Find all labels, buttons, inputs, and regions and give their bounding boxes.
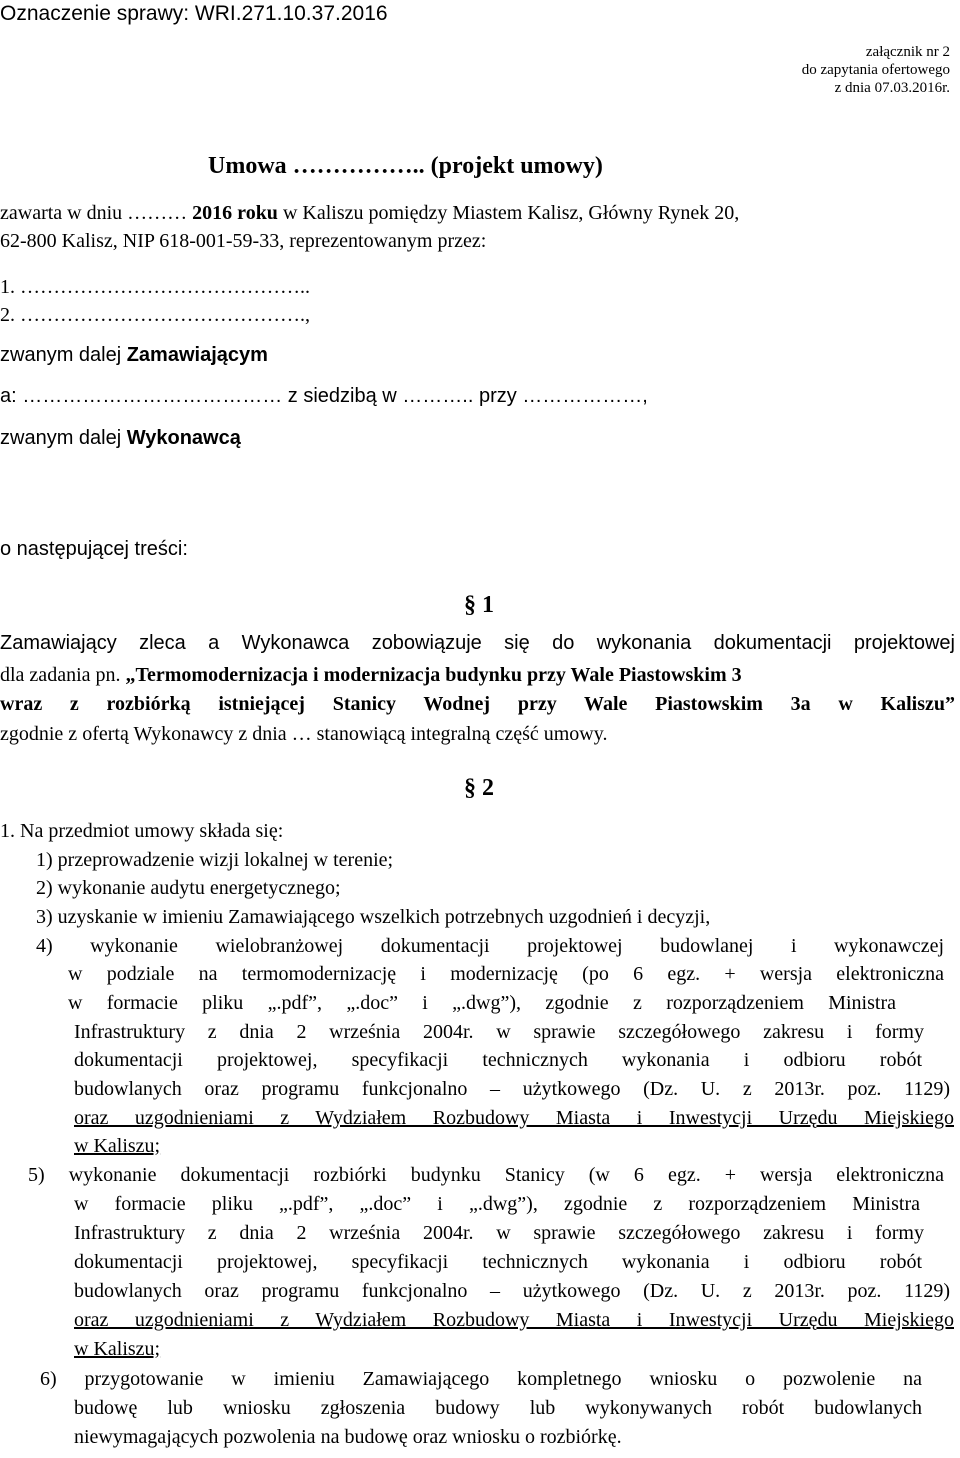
- employer-prefix: zwanym dalej: [0, 344, 127, 366]
- content-intro: o następującej treści:: [0, 538, 188, 560]
- section-1-line-2: [0, 664, 742, 687]
- employer-name: Zamawiającym: [126, 344, 268, 366]
- task-prefix: dla zadania pn.: [0, 664, 126, 686]
- item-5-line-7: w Kaliszu;: [74, 1338, 161, 1360]
- item-4-line-5: dokumentacji projektowej, specyfikacji technicznych wykonania i odbioru robót: [74, 1049, 922, 1071]
- item-5-line-2: w formacie pliku „.pdf”, „.doc” i „.dwg”), zgodnie z rozporządzeniem Ministra: [74, 1193, 920, 1215]
- item-4-line-6: budowlanych oraz programu funkcjonalno – użytkowego (Dz. U. z 2013r. poz. 1129): [74, 1078, 950, 1100]
- section-2-heading: § 2: [464, 775, 494, 801]
- item-2: 2) wykonanie audytu energetycznego;: [36, 877, 341, 899]
- annex-line-3: z dnia 07.03.2016r.: [834, 80, 950, 96]
- item-5-line-3: Infrastruktury z dnia 2 września 2004r. w sprawie szczegółowego zakresu i formy: [74, 1222, 924, 1244]
- item-4-line-4: Infrastruktury z dnia 2 września 2004r. w sprawie szczegółowego zakresu i formy: [74, 1021, 924, 1043]
- item-4-line-8: w Kaliszu;: [74, 1135, 161, 1157]
- section-1-heading: § 1: [464, 592, 494, 618]
- intro-date-text: zawarta w dniu ………: [0, 202, 193, 224]
- item-5-line-1: 5) wykonanie dokumentacji rozbiórki budynku Stanicy (w 6 egz. + wersja elektroniczna: [28, 1164, 944, 1186]
- item-4-line-2: w podziale na termomodernizację i modernizację (po 6 egz. + wersja elektroniczna: [68, 963, 944, 985]
- task-name-part-2: wraz z rozbiórką istniejącej Stanicy Wodnej przy Wale Piastowskim 3a w Kaliszu”: [0, 693, 955, 715]
- document-title: Umowa …………….. (projekt umowy): [208, 153, 603, 179]
- intro-line-1: [0, 202, 739, 225]
- contractor-line: a: ………………………………… z siedzibą w ……….. przy ………………,: [0, 385, 648, 407]
- item-6-line-2: budowę lub wniosku zgłoszenia budowy lub wykonywanych robót budowlanych: [74, 1397, 922, 1419]
- intro-parties-text: w Kaliszu pomiędzy Miastem Kalisz, Główny Rynek 20,: [277, 202, 740, 224]
- section-1-line-1: Zamawiający zleca a Wykonawca zobowiązuje się do wykonania dokumentacji projektowej: [0, 632, 955, 654]
- section-2-point-1: 1. Na przedmiot umowy składa się:: [0, 820, 284, 842]
- item-1: 1) przeprowadzenie wizji lokalnej w terenie;: [36, 849, 394, 871]
- item-5-line-5: budowlanych oraz programu funkcjonalno – użytkowego (Dz. U. z 2013r. poz. 1129): [74, 1280, 950, 1302]
- section-1-line-4: zgodnie z ofertą Wykonawcy z dnia … stanowiącą integralną część umowy.: [0, 723, 608, 745]
- intro-line-2: 62-800 Kalisz, NIP 618-001-59-33, reprezentowanym przez:: [0, 230, 487, 252]
- representative-2: 2. …………………………………….,: [0, 304, 310, 326]
- case-reference: Oznaczenie sprawy: WRI.271.10.37.2016: [0, 2, 388, 25]
- task-name-part-1: „Termomodernizacja i modernizacja budynku przy Wale Piastowskim 3: [125, 664, 742, 686]
- contractor-prefix: zwanym dalej: [0, 427, 127, 449]
- intro-year: 2016 roku: [192, 202, 278, 224]
- item-4-line-1: 4) wykonanie wielobranżowej dokumentacji projektowej budowlanej i wykonawczej: [36, 935, 944, 957]
- representative-1: 1. ……………………………………..: [0, 276, 310, 298]
- annex-line-1: załącznik nr 2: [865, 44, 950, 60]
- item-5-line-4: dokumentacji projektowej, specyfikacji technicznych wykonania i odbioru robót: [74, 1251, 922, 1273]
- item-5-line-6: oraz uzgodnieniami z Wydziałem Rozbudowy Miasta i Inwestycji Urzędu Miejskiego: [74, 1309, 954, 1331]
- employer-label: [0, 344, 268, 367]
- item-4-line-3: w formacie pliku „.pdf”, „.doc” i „.dwg”), zgodnie z rozporządzeniem Ministra: [68, 992, 896, 1014]
- annex-line-2: do zapytania ofertowego: [801, 62, 950, 78]
- contractor-label: [0, 427, 241, 450]
- item-6-line-1: 6) przygotowanie w imieniu Zamawiającego kompletnego wniosku o pozwolenie na: [40, 1368, 922, 1390]
- item-4-line-7: oraz uzgodnieniami z Wydziałem Rozbudowy Miasta i Inwestycji Urzędu Miejskiego: [74, 1107, 954, 1129]
- item-3: 3) uzyskanie w imieniu Zamawiającego wszelkich potrzebnych uzgodnień i decyzji,: [36, 906, 711, 928]
- item-6-line-3: niewymagających pozwolenia na budowę oraz wniosku o rozbiórkę.: [74, 1426, 622, 1448]
- contractor-name: Wykonawcą: [126, 427, 241, 449]
